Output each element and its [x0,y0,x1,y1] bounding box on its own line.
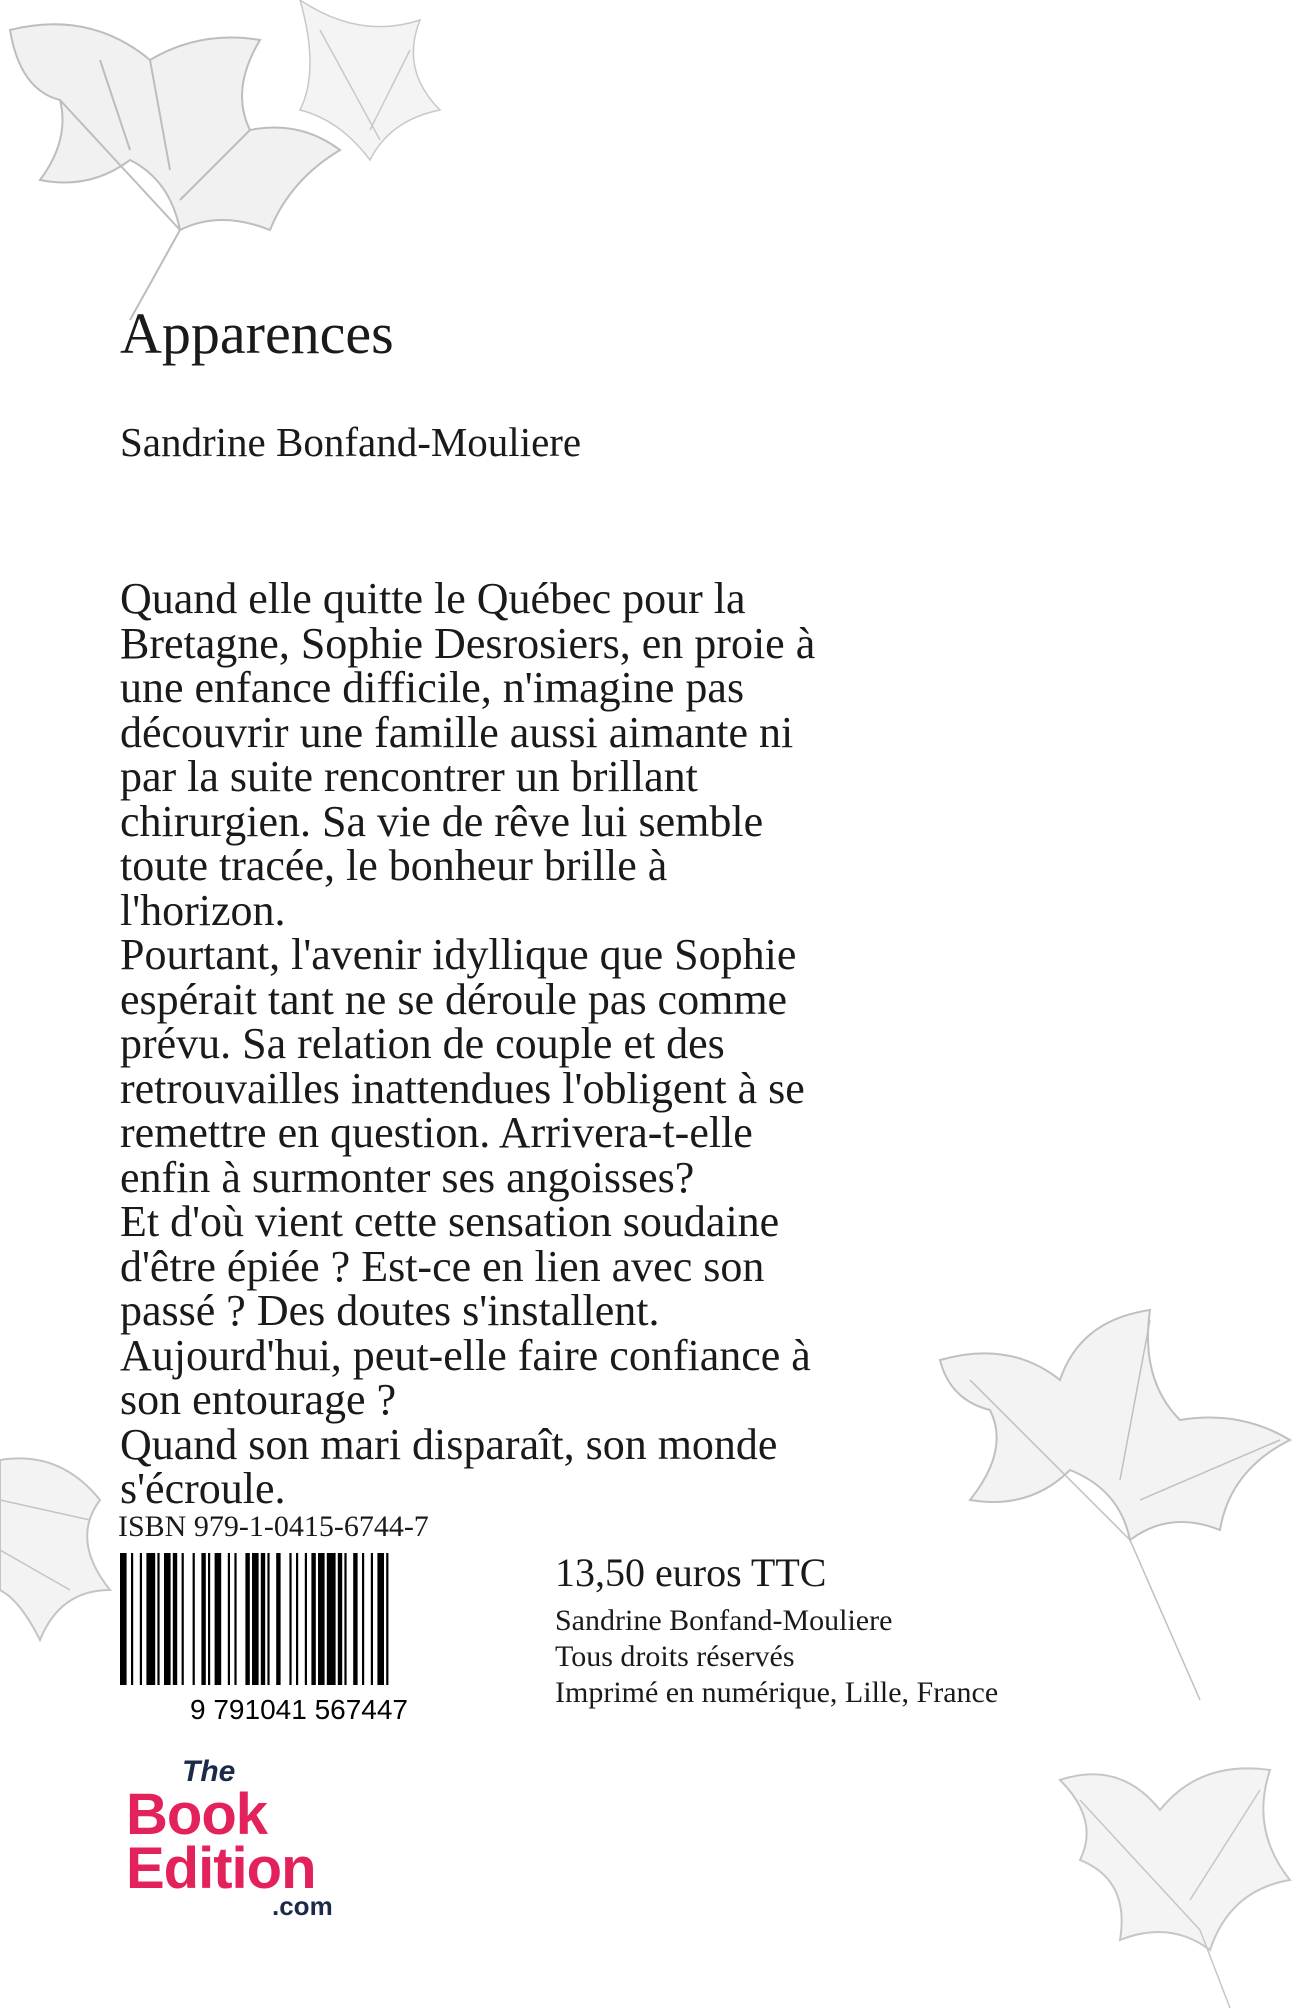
info-line-printing: Imprimé en numérique, Lille, France [555,1676,999,1709]
barcode-bar [146,1553,155,1685]
book-title: Apparences [120,301,394,366]
barcode-bar [245,1553,249,1685]
blurb-line: d'être épiée ? Est-ce en lien avec son [120,1241,765,1291]
blurb-line: découvrir une famille aussi aimante ni [120,707,794,757]
blurb-line: retrouvailles inattendues l'obligent à se [120,1063,805,1113]
barcode-bar [208,1553,210,1685]
barcode-bar [173,1553,177,1685]
blurb-line: Pourtant, l'avenir idyllique que Sophie [120,930,797,979]
publication-info [555,1603,998,1711]
barcode-bar [193,1553,195,1685]
blurb-line: par la suite rencontrer un brillant [120,752,698,801]
barcode-bar [318,1553,325,1685]
barcode-bar [344,1553,346,1685]
barcode-bar [327,1553,336,1685]
barcode-bar [201,1553,205,1685]
blurb-line: Bretagne, Sophie Desrosiers, en proie à [120,618,816,668]
logo-the: The [182,1755,236,1788]
thebookedition-logo [122,1755,352,1921]
logo-edition: Edition [126,1836,316,1901]
logo-book: Book [126,1782,267,1847]
barcode-bar [252,1553,259,1685]
barcode-bar [338,1553,342,1685]
barcode-bar [276,1553,280,1685]
barcode-bar [296,1553,298,1685]
barcode-bar [371,1553,373,1685]
blurb-line: s'écroule. [120,1464,286,1513]
logo-com: .com [272,1891,333,1921]
info-line-rights: Tous droits réservés [555,1640,795,1673]
book-author: Sandrine Bonfand-Mouliere [120,419,582,465]
barcode-bar [131,1553,133,1685]
blurb-line: Quand elle quitte le Québec pour la [120,574,746,623]
barcode-bar [377,1553,384,1685]
blurb-line: passé ? Des doutes s'installent. [120,1286,660,1335]
barcode-bar [120,1553,127,1685]
blurb-line: prévu. Sa relation de couple et des [120,1019,725,1068]
barcode-bar [215,1553,222,1685]
blurb-line: espérait tant ne se déroule pas comme [120,974,788,1024]
isbn-label: ISBN 979-1-0415-6744-7 [118,1510,429,1543]
blurb-line: l'horizon. [120,885,286,935]
blurb-line: Aujourd'hui, peut-elle faire confiance à [120,1330,811,1380]
barcode-bar [305,1553,307,1685]
barcode-bar [157,1553,159,1685]
back-cover-blurb [120,574,1020,1513]
barcode-bar [362,1553,364,1685]
leaf-illustration-bottom-right [1000,1700,1299,2008]
barcode-bar [164,1553,171,1685]
blurb-line: Quand son mari disparaît, son monde [120,1419,778,1469]
blurb-line: chirurgien. Sa vie de rêve lui semble [120,796,764,846]
blurb-line: remettre en question. Arrivera-t-elle [120,1108,753,1157]
barcode-bar [228,1553,230,1685]
isbn-barcode [116,1553,482,1723]
price-label: 13,50 euros TTC [555,1550,827,1595]
barcode-bar [267,1553,269,1685]
barcode-bar [234,1553,236,1685]
leaf-illustration-top-left [0,0,470,330]
barcode-bar [182,1553,184,1685]
barcode-bar [353,1553,357,1685]
barcode-digits: 9 791041 567447 [190,1694,408,1723]
barcode-bar [140,1553,142,1685]
blurb-line: toute tracée, le bonheur brille à [120,841,668,890]
blurb-line: enfin à surmonter ses angoisses? [120,1152,695,1202]
barcode-bar [386,1553,388,1685]
barcode-bar [289,1553,291,1685]
blurb-line: une enfance difficile, n'imagine pas [120,663,745,712]
info-line-author: Sandrine Bonfand-Mouliere [555,1604,893,1637]
blurb-line: son entourage ? [120,1375,397,1424]
barcode-bar [311,1553,315,1685]
blurb-line: Et d'où vient cette sensation soudaine [120,1197,780,1246]
barcode-bar [261,1553,265,1685]
